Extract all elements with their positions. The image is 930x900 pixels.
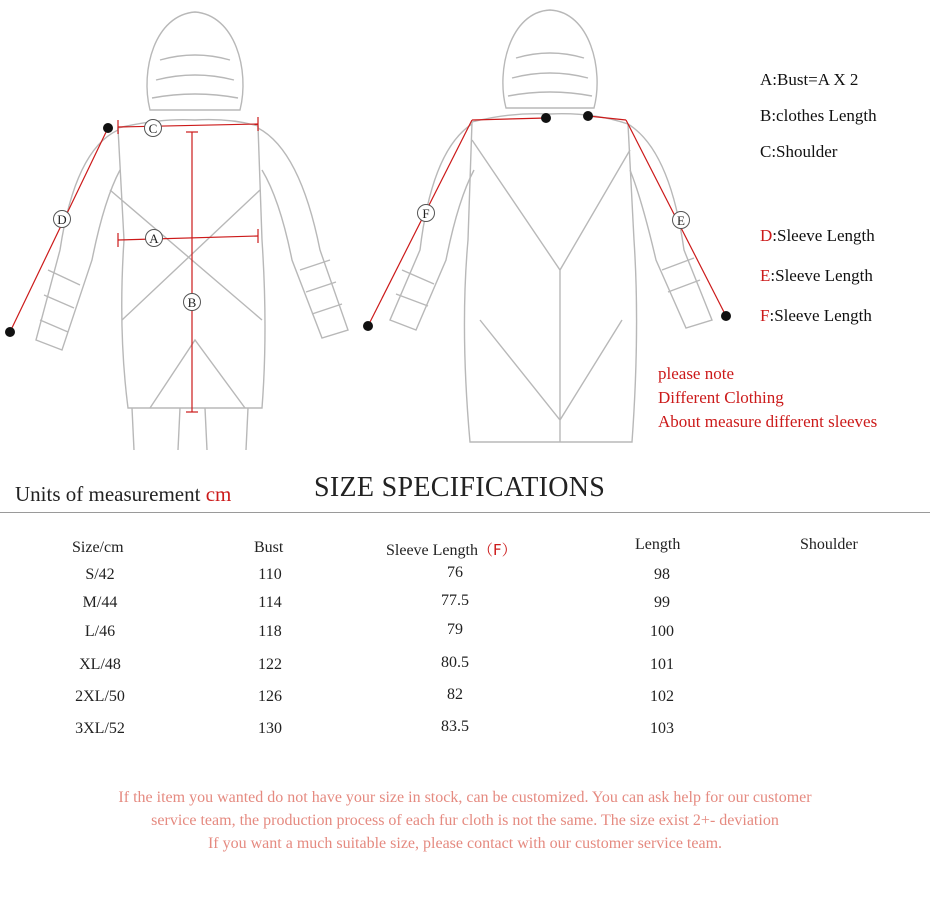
header-sleeve-label: Sleeve Length [386, 542, 478, 559]
cell-bust: 118 [258, 623, 282, 640]
back-dot-neck-right [583, 111, 593, 121]
cell-sleeve: 83.5 [441, 718, 469, 735]
legend-shoulder: C:Shoulder [760, 142, 838, 161]
units-prefix: Units of measurement [15, 482, 206, 506]
cell-length: 100 [650, 623, 674, 640]
units-label [15, 482, 231, 507]
cell-bust: 122 [258, 656, 282, 673]
marker-e [673, 212, 690, 229]
cell-bust: 114 [258, 594, 282, 611]
front-view-figure [0, 0, 380, 450]
cell-length: 98 [654, 566, 670, 583]
svg-text:C: C [148, 121, 158, 136]
back-dot-cuff-left [363, 321, 373, 331]
cell-size: L/46 [84, 623, 116, 640]
svg-text:A: A [149, 231, 159, 246]
measurement-note [658, 362, 877, 434]
cell-sleeve: 82 [447, 686, 463, 703]
marker-a [146, 230, 163, 247]
legend-text-f: :Sleeve Length [769, 306, 872, 325]
cell-length: 103 [650, 720, 674, 737]
header-size: Size/cm [72, 539, 124, 556]
front-dot-shoulder [103, 123, 113, 133]
back-dot-neck-left [541, 113, 551, 123]
legend-sleeves [760, 216, 875, 336]
note-line-3: About measure different sleeves [658, 412, 878, 431]
svg-text:E: E [677, 213, 685, 228]
legend-letter-d: D [760, 226, 773, 245]
page-title: SIZE SPECIFICATIONS [314, 472, 606, 503]
legend-bust: A:Bust=A X 2 [760, 70, 859, 89]
header-sleeve [386, 539, 517, 560]
cell-sleeve: 80.5 [441, 654, 469, 671]
legend-letter-f: F [760, 306, 770, 325]
legend-clothes-length: B:clothes Length [760, 106, 877, 125]
front-coat-sketch [0, 0, 380, 450]
marker-c [145, 120, 162, 137]
legend-text-d: :Sleeve Length [772, 226, 875, 245]
legend-letter-e: E [760, 266, 771, 285]
svg-text:D: D [57, 212, 67, 227]
marker-f [418, 205, 435, 222]
cell-length: 99 [654, 594, 670, 611]
cell-sleeve: 79 [447, 621, 463, 638]
cell-bust: 126 [258, 688, 282, 705]
legend-primary [760, 62, 877, 170]
legend-sleeve-d [760, 216, 875, 256]
note-line-2: Different Clothing [658, 388, 784, 407]
cell-bust: 110 [258, 566, 282, 583]
cell-size: S/42 [85, 566, 115, 583]
cell-size: 2XL/50 [75, 688, 125, 705]
cell-size: XL/48 [79, 656, 121, 673]
cell-size: 3XL/52 [75, 720, 125, 737]
legend-text-e: :Sleeve Length [770, 266, 873, 285]
cell-size: M/44 [82, 594, 118, 611]
footer-line-2: service team, the production process of each fur cloth is not the same. The size exist 2+- deviation [151, 812, 779, 829]
header-sleeve-marker: （F） [477, 541, 517, 559]
back-dot-cuff-right [721, 311, 731, 321]
legend-sleeve-e [760, 256, 875, 296]
footer-line-1: If the item you wanted do not have your size in stock, can be customized. You can ask help for our customer [118, 789, 812, 806]
note-line-1: please note [658, 364, 734, 383]
customization-notice [0, 786, 930, 855]
marker-d [54, 211, 71, 228]
cell-length: 101 [650, 656, 674, 673]
cell-sleeve: 76 [447, 564, 463, 581]
marker-b [184, 294, 201, 311]
cell-length: 102 [650, 688, 674, 705]
svg-text:F: F [422, 206, 430, 221]
header-length: Length [635, 536, 681, 553]
footer-line-3: If you want a much suitable size, please contact with our customer service team. [207, 835, 723, 852]
cell-bust: 130 [258, 720, 282, 737]
units-unit: cm [205, 482, 232, 506]
cell-sleeve: 77.5 [441, 592, 469, 609]
svg-text:B: B [187, 295, 197, 310]
divider [0, 512, 930, 513]
front-dot-cuff [5, 327, 15, 337]
legend-sleeve-f [760, 296, 875, 336]
header-shoulder: Shoulder [800, 536, 858, 553]
header-bust: Bust [254, 539, 284, 556]
